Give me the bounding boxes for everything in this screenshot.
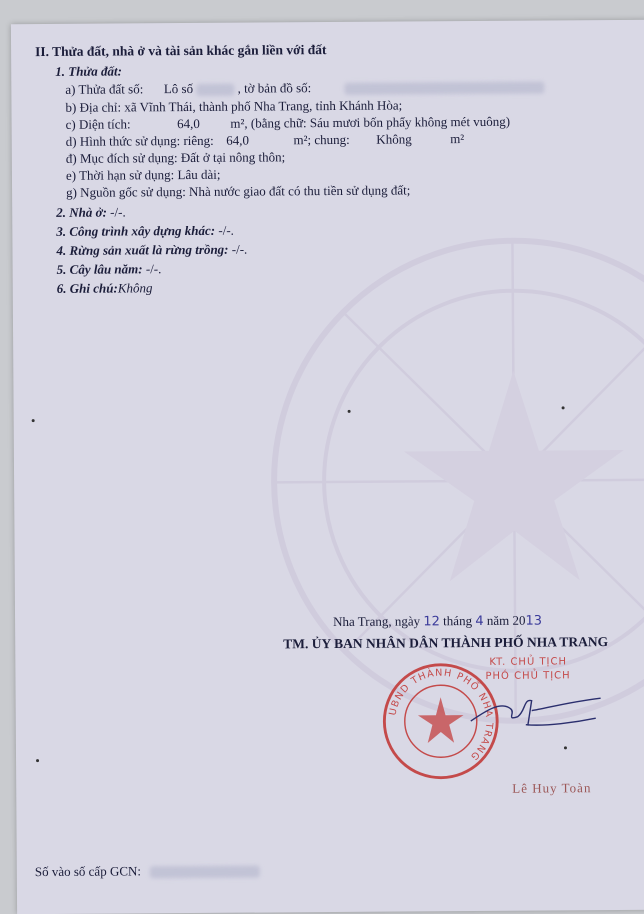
note-value: Không — [117, 280, 153, 296]
forest-label: 4. Rừng sản xuất là rừng trồng: — [56, 241, 229, 258]
punch-dot — [562, 406, 565, 409]
map-label: , tờ bản đồ số: — [237, 80, 312, 96]
date-day: 12 — [423, 614, 440, 630]
date-year-label: năm 20 — [486, 612, 526, 628]
common-area-label: m²; chung: — [293, 131, 350, 148]
date-line — [333, 613, 542, 630]
common-area-unit: m² — [450, 131, 465, 147]
perennial-label: 5. Cây lâu năm: — [56, 261, 143, 277]
date-month-label: tháng — [443, 613, 473, 629]
authority-title: TM. ỦY BAN NHÂN DÂN THÀNH PHỐ NHA TRANG — [283, 634, 609, 652]
address-row: b) Địa chỉ: xã Vĩnh Thái, thành phố Nha Trang, tỉnh Khánh Hòa; — [65, 97, 403, 115]
punch-dot — [348, 410, 351, 413]
punch-dot — [36, 759, 39, 762]
construction-row — [56, 223, 234, 240]
house-label: 2. Nhà ở: — [56, 204, 107, 220]
house-row — [56, 204, 126, 220]
land-number-row — [65, 79, 544, 98]
land-number-label: a) Thửa đất số: — [65, 81, 144, 97]
signature — [465, 680, 605, 741]
perennial-value: -/-. — [145, 261, 162, 277]
usage-term-row: e) Thời hạn sử dụng: Lâu dài; — [65, 166, 221, 183]
section-title: II. Thửa đất, nhà ở và tài sản khác gắn liền với đất — [35, 42, 327, 60]
emblem-watermark — [262, 229, 644, 732]
construction-label: 3. Công trình xây dựng khác: — [56, 222, 216, 239]
land-heading: 1. Thửa đất: — [55, 63, 122, 79]
date-year-suffix: 13 — [525, 613, 543, 629]
area-label: c) Diện tích: — [65, 116, 131, 132]
note-label: 6. Ghi chú: — [56, 280, 118, 296]
usage-origin-row: g) Nguồn gốc sử dụng: Nhà nước giao đất có thu tiền sử dụng đất; — [66, 182, 411, 200]
usage-form-row — [66, 131, 465, 150]
forest-row — [56, 242, 247, 259]
private-area-value: 64,0 — [226, 132, 250, 148]
usage-form-label: d) Hình thức sử dụng: riêng: — [65, 132, 214, 149]
gcn-row — [35, 863, 261, 881]
lot-label: Lô số — [163, 80, 194, 97]
note-row — [57, 280, 153, 297]
date-place: Nha Trang, ngày — [333, 613, 421, 630]
signer-title-1: KT. CHỦ TỊCH — [489, 656, 568, 668]
forest-value: -/-. — [231, 241, 248, 257]
date-month: 4 — [475, 613, 484, 630]
perennial-row — [57, 261, 162, 278]
redacted-gcn-number — [150, 866, 260, 879]
certificate-page — [11, 20, 644, 914]
area-value: 64,0 — [177, 115, 200, 132]
redacted-map-number — [344, 82, 544, 95]
construction-value: -/-. — [218, 222, 234, 238]
area-in-words: m², (bằng chữ: Sáu mươi bốn phẩy không mét vuông) — [230, 113, 511, 131]
area-row — [66, 114, 511, 133]
punch-dot — [32, 419, 35, 422]
stamp-text: UBND THÀNH PHỐ NHA TRANG — [387, 667, 495, 763]
usage-purpose-row: đ) Mục đích sử dụng: Đất ở tại nông thôn; — [65, 149, 286, 166]
signer-name: Lê Huy Toàn — [512, 780, 592, 796]
signer-title-2: PHÓ CHỦ TỊCH — [485, 670, 571, 682]
redacted-lot-number — [196, 84, 234, 96]
gcn-label: Số vào số cấp GCN: — [34, 863, 142, 880]
punch-dot — [564, 746, 567, 749]
common-area-value: Không — [376, 131, 412, 147]
house-value: -/-. — [110, 204, 126, 220]
